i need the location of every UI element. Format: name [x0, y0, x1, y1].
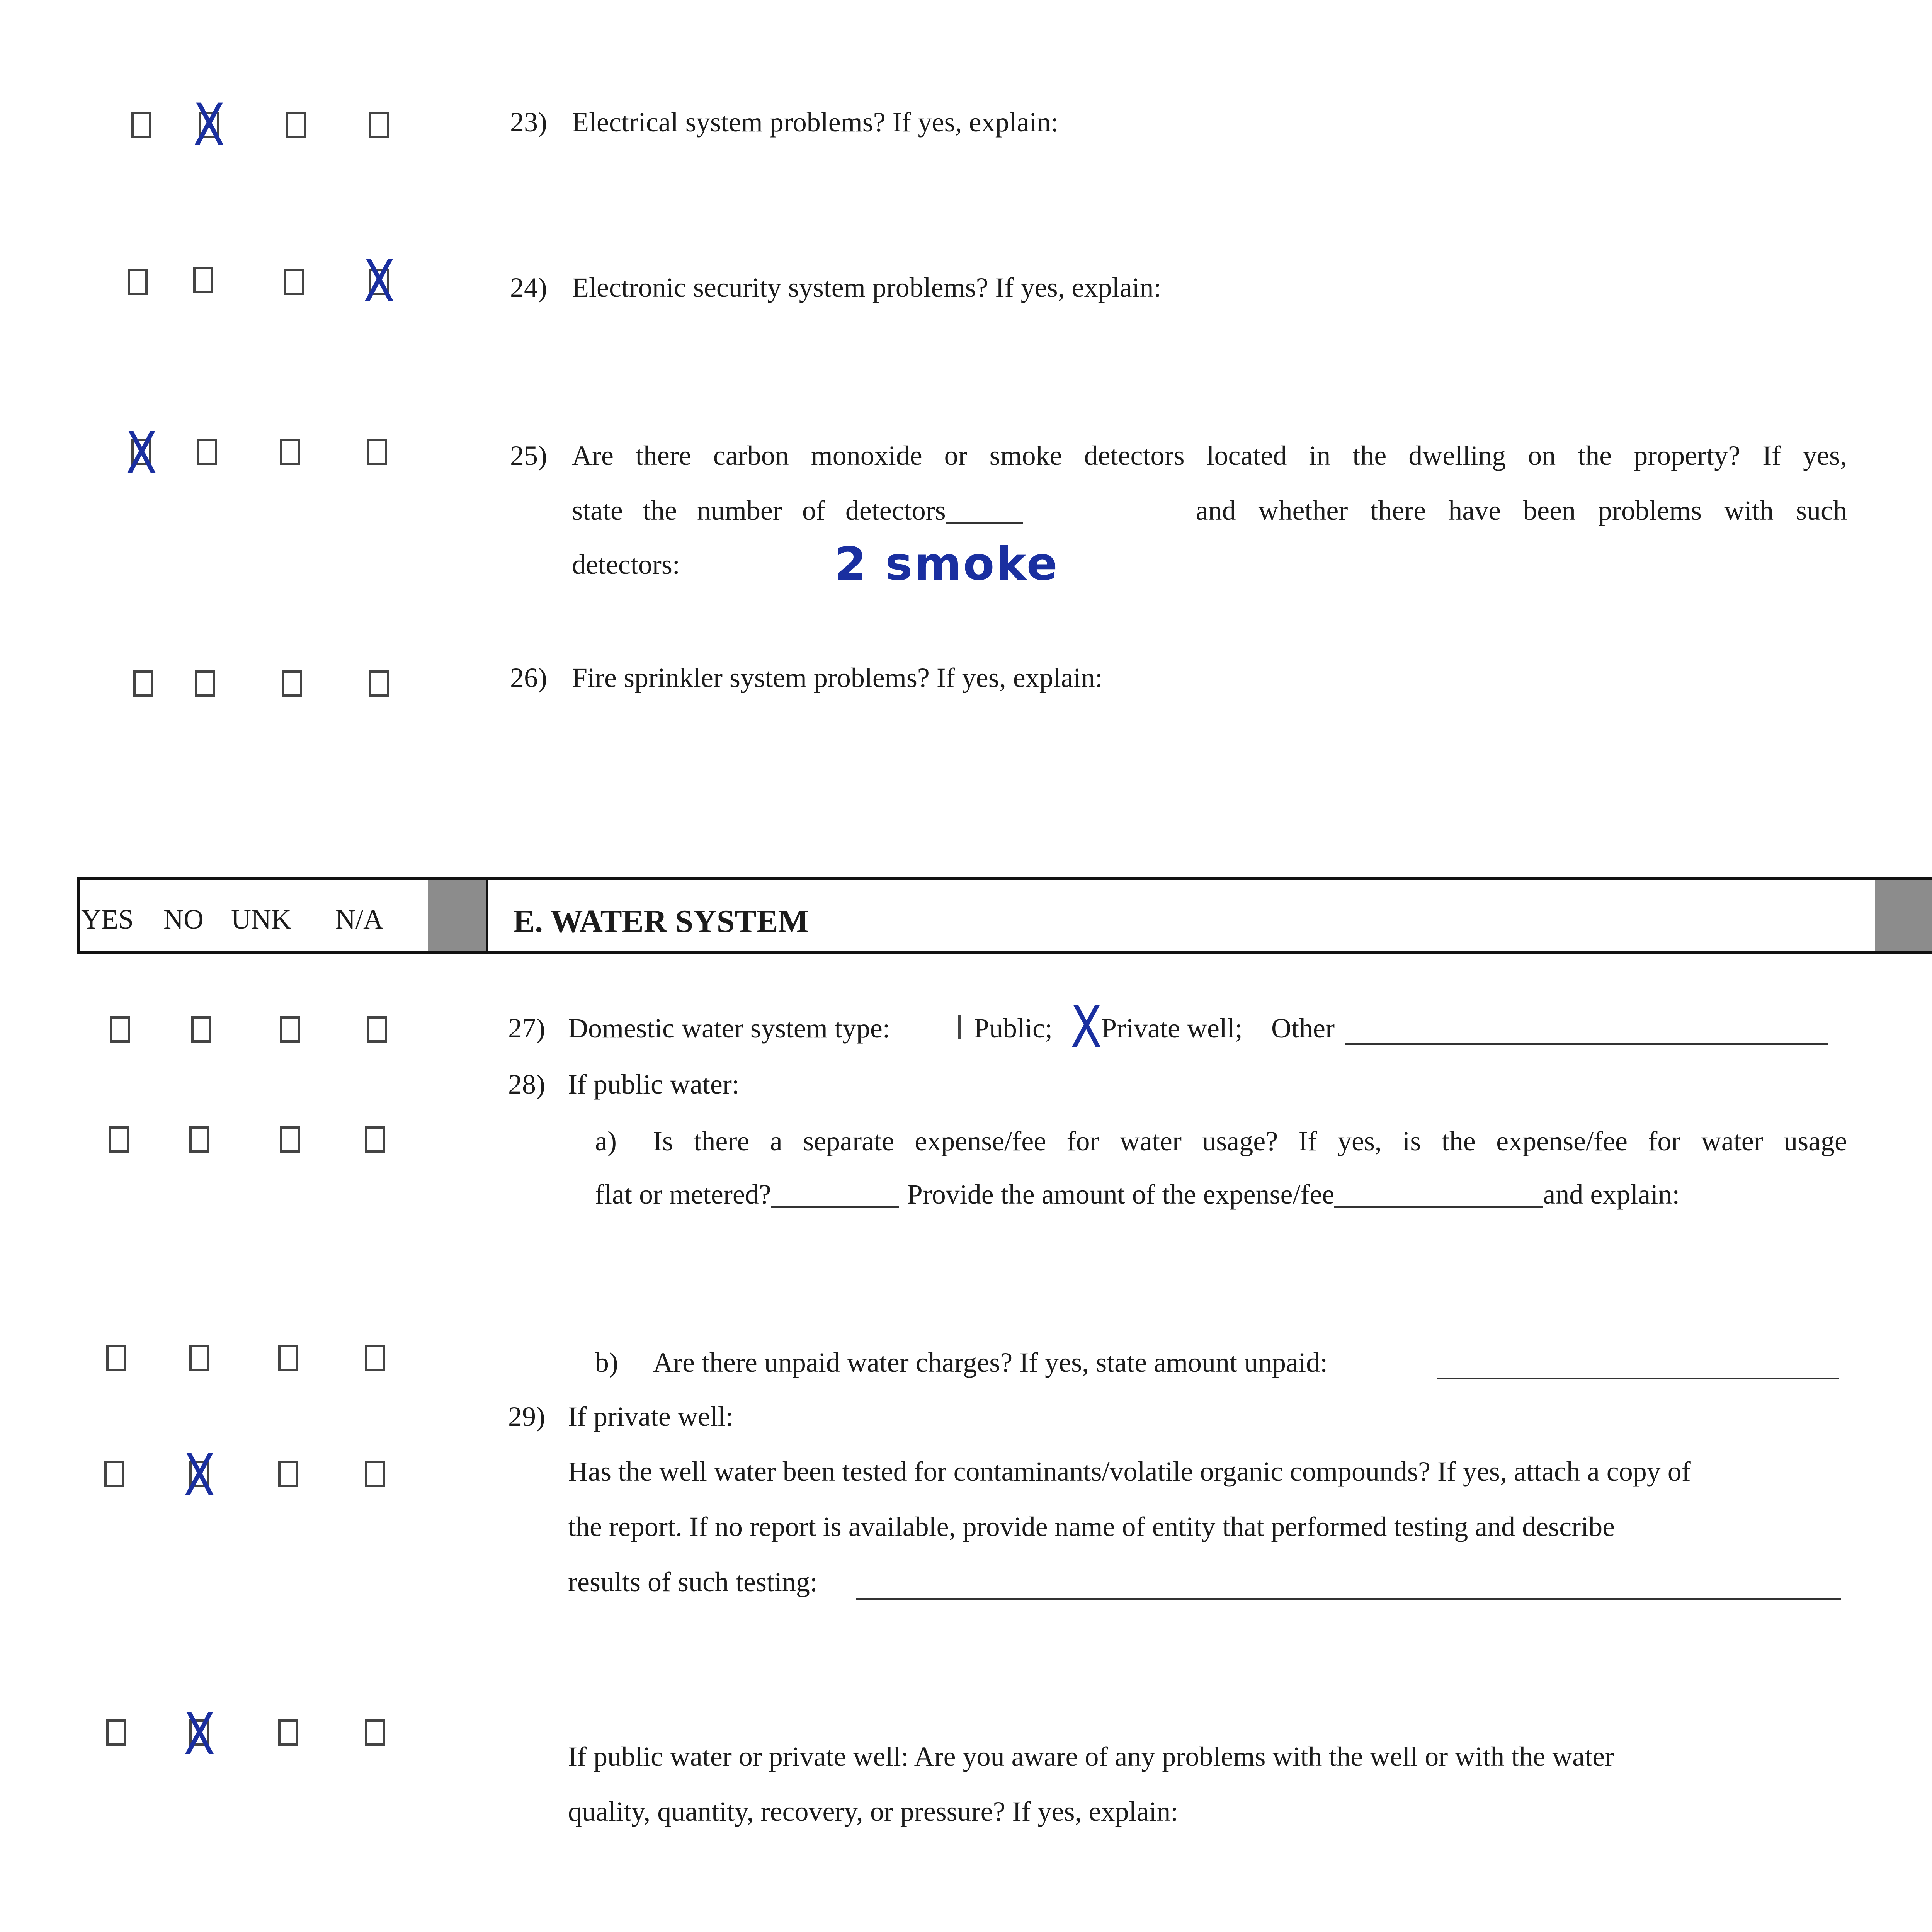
q28b-na-checkbox[interactable] [365, 1345, 385, 1371]
q29-results-blank[interactable] [856, 1575, 1841, 1600]
q26-no-checkbox[interactable] [195, 670, 215, 697]
q28a-yes-checkbox[interactable] [109, 1126, 129, 1153]
q27-public-label: Public; [974, 1013, 1053, 1044]
section-e-header [77, 877, 1932, 954]
q27-other-label: Other [1271, 1013, 1335, 1044]
q29-line1: Has the well water been tested for contaminants/volatile organic compounds? If yes, attach a copy of [568, 1456, 1691, 1487]
q29b-yes-checkbox[interactable] [106, 1719, 126, 1746]
q23-unk-checkbox[interactable] [286, 112, 306, 138]
q27-other-blank[interactable] [1345, 1020, 1828, 1045]
q28a-line2-text-a: flat or metered? [595, 1179, 771, 1210]
q28a-line1: Is there a separate expense/fee for water usage? If yes, is the expense/fee for water usage [653, 1126, 1847, 1156]
q28a-amount-blank[interactable] [1334, 1183, 1543, 1208]
q25-yes-mark: X [126, 420, 158, 488]
header-shade-left [428, 880, 486, 951]
header-yes: YES [81, 904, 134, 935]
q29-unk-checkbox[interactable] [278, 1461, 298, 1487]
q23-na-checkbox[interactable] [369, 112, 389, 138]
q28a-line2-text-c: and explain: [1543, 1179, 1680, 1210]
q28b-yes-checkbox[interactable] [106, 1345, 126, 1371]
q28b-text: Are there unpaid water charges? If yes, state amount unpaid: [653, 1347, 1328, 1378]
q28b-letter: b) [595, 1347, 618, 1378]
q24-number: 24) [510, 272, 547, 303]
q29-number: 29) [508, 1401, 545, 1432]
section-e-title: E. WATER SYSTEM [513, 903, 809, 939]
q26-na-checkbox[interactable] [369, 670, 389, 697]
q25-na-checkbox[interactable] [367, 439, 387, 465]
q25-handwritten-answer: 2 smoke [835, 537, 1059, 590]
q24-na-mark: X [363, 248, 395, 316]
q29b-unk-checkbox[interactable] [278, 1719, 298, 1746]
q25-unk-checkbox[interactable] [280, 439, 300, 465]
q28b-no-checkbox[interactable] [189, 1345, 209, 1371]
q27-no-checkbox[interactable] [191, 1016, 211, 1043]
q28b-amount-blank[interactable] [1437, 1354, 1839, 1379]
q27-private-label: Private well; [1101, 1013, 1243, 1044]
q27-yes-checkbox[interactable] [110, 1016, 130, 1043]
header-shade-right [1875, 880, 1932, 951]
q29-label: If private well: [568, 1401, 733, 1432]
q28b-unk-checkbox[interactable] [278, 1345, 298, 1371]
q28-label: If public water: [568, 1069, 740, 1100]
q23-no-mark: X [193, 92, 225, 159]
q26-number: 26) [510, 662, 547, 693]
q27-number: 27) [508, 1013, 545, 1044]
q28-number: 28) [508, 1069, 545, 1100]
q24-no-checkbox[interactable] [193, 267, 213, 293]
q25-line1: Are there carbon monoxide or smoke detectors located in the dwelling on the property? If yes, [572, 440, 1847, 471]
q29-yes-checkbox[interactable] [104, 1461, 124, 1487]
q23-number: 23) [510, 107, 547, 138]
q29-line3: results of such testing: [568, 1566, 818, 1597]
q27-public-checkbox[interactable] [958, 1015, 961, 1039]
q23-text: Electrical system problems? If yes, explain: [572, 107, 1059, 138]
q24-text: Electronic security system problems? If yes, explain: [572, 272, 1162, 303]
q28a-unk-checkbox[interactable] [280, 1126, 300, 1153]
q28a-letter: a) [595, 1126, 617, 1156]
q29b-no-mark: X [184, 1701, 216, 1769]
q27-na-checkbox[interactable] [367, 1016, 387, 1043]
header-na: N/A [335, 904, 383, 935]
q28a-line2 [595, 1180, 1680, 1208]
header-divider [486, 880, 488, 951]
q29b-line2: quality, quantity, recovery, or pressure? If yes, explain: [568, 1796, 1179, 1827]
q27-label: Domestic water system type: [568, 1013, 890, 1044]
q23-yes-checkbox[interactable] [131, 112, 151, 138]
q25-line2 [572, 497, 1847, 524]
q29-line2: the report. If no report is available, provide name of entity that performed testing and describe [568, 1511, 1615, 1542]
header-unk: UNK [231, 904, 291, 935]
q28a-na-checkbox[interactable] [365, 1126, 385, 1153]
q28a-no-checkbox[interactable] [189, 1126, 209, 1153]
q25-detector-count-blank[interactable] [946, 499, 1023, 524]
q29-no-mark: X [184, 1442, 216, 1510]
q29b-line1: If public water or private well: Are you aware of any problems with the well or with the water [568, 1741, 1614, 1772]
q29b-na-checkbox[interactable] [365, 1719, 385, 1746]
q28a-flat-metered-blank[interactable] [771, 1183, 899, 1208]
q28a-line2-text-b: Provide the amount of the expense/fee [907, 1179, 1335, 1210]
q25-no-checkbox[interactable] [197, 439, 217, 465]
q26-yes-checkbox[interactable] [133, 670, 153, 697]
q25-line2-text-b: and whether there have been problems with such [1196, 495, 1847, 526]
q29-na-checkbox[interactable] [365, 1461, 385, 1487]
q24-unk-checkbox[interactable] [284, 269, 304, 295]
q26-unk-checkbox[interactable] [282, 670, 302, 697]
q24-yes-checkbox[interactable] [128, 269, 148, 295]
q27-unk-checkbox[interactable] [280, 1016, 300, 1043]
q25-line3: detectors: [572, 549, 680, 580]
q26-text: Fire sprinkler system problems? If yes, explain: [572, 662, 1103, 693]
q25-number: 25) [510, 440, 547, 471]
q27-private-well-mark: X [1070, 994, 1102, 1061]
header-no: NO [163, 904, 204, 935]
q25-line2-text-a: state the number of detectors [572, 495, 946, 526]
